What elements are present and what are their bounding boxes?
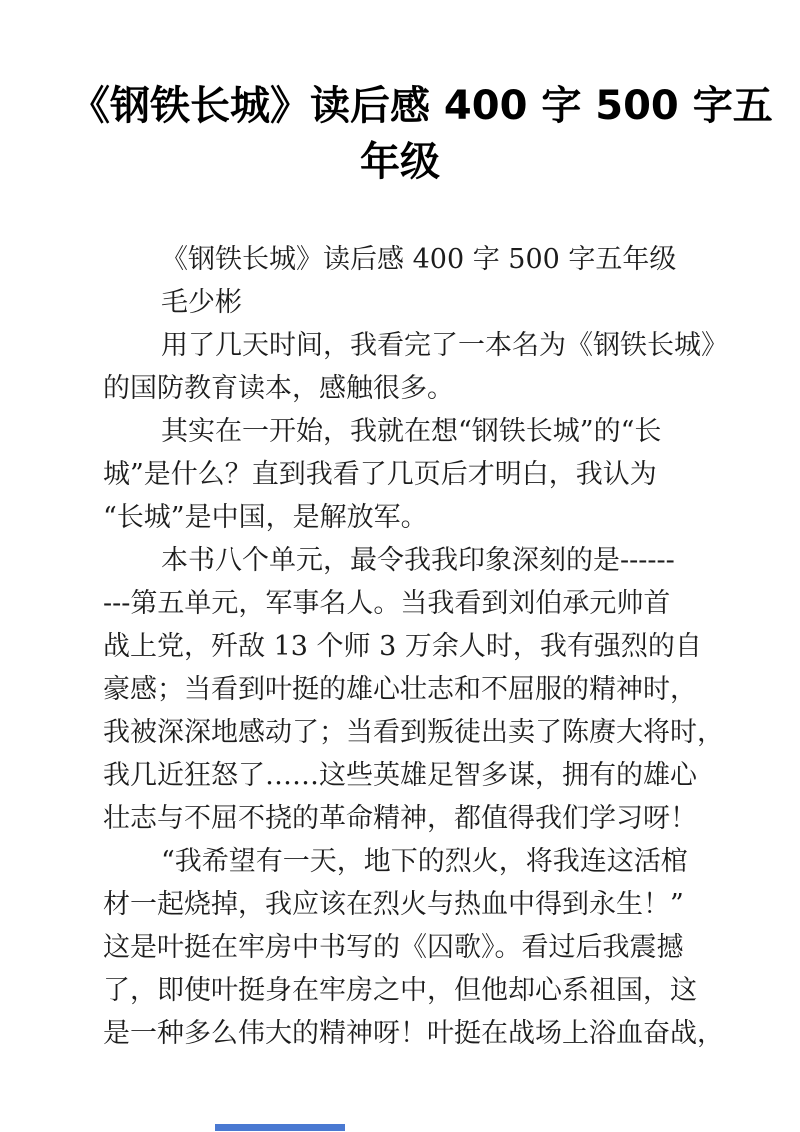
text-line: 材一起烧掉，我应该在烈火与热血中得到永生！” — [103, 889, 684, 920]
document-title — [70, 78, 773, 190]
text-line: ---第五单元，军事名人。当我看到刘伯承元帅首 — [103, 588, 671, 619]
text-line: 城”是什么？直到我看了几页后才明白，我认为 — [103, 459, 657, 490]
text-line: 其实在一开始，我就在想“钢铁长城”的“长 — [161, 416, 662, 447]
text-line: 本书八个单元，最令我我印象深刻的是------ — [161, 545, 675, 576]
text-line: 壮志与不屈不挠的革命精神，都值得我们学习呀！ — [103, 803, 697, 834]
text-line: 豪感；当看到叶挺的雄心壮志和不屈服的精神时， — [103, 674, 697, 705]
text-line: 我几近狂怒了……这些英雄足智多谋，拥有的雄心 — [103, 760, 697, 791]
text-line: 这是叶挺在牢房中书写的《囚歌》。看过后我震撼 — [103, 932, 684, 963]
bottom-accent-bar — [215, 1124, 345, 1131]
text-line: 《钢铁长城》读后感 400 字 500 字五年级 — [161, 244, 677, 275]
text-line: 了，即使叶挺身在牢房之中，但他却心系祖国，这 — [103, 975, 697, 1006]
text-line: 战上党，歼敌 13 个师 3 万余人时，我有强烈的自 — [103, 631, 702, 662]
text-line: 的国防教育读本，感触很多。 — [103, 373, 454, 404]
text-line: 用了几天时间，我看完了一本名为《钢铁长城》 — [161, 330, 728, 361]
text-line: 我被深深地感动了；当看到叛徒出卖了陈赓大将时， — [103, 717, 724, 748]
text-line: “我希望有一天，地下的烈火，将我连这活棺 — [161, 846, 688, 877]
text-line: 是一种多么伟大的精神呀！叶挺在战场上浴血奋战， — [103, 1018, 724, 1049]
document-body — [103, 238, 728, 1055]
title-line: 《钢铁长城》读后感 400 字 500 字五 — [70, 83, 773, 129]
text-line: 毛少彬 — [161, 287, 242, 318]
title-line: 年级 — [360, 139, 440, 185]
text-line: “长城”是中国，是解放军。 — [103, 502, 428, 533]
